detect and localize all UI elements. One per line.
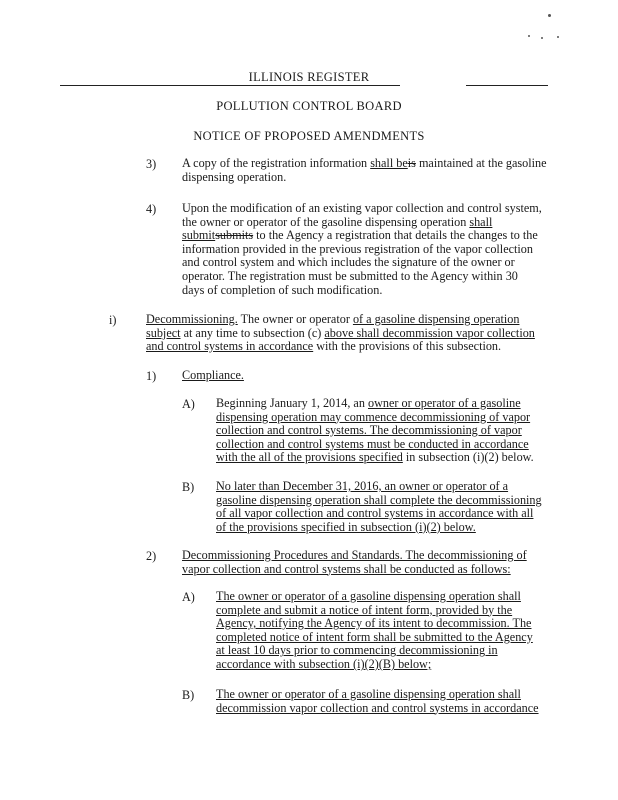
- item-label-i: i): [109, 313, 117, 327]
- header-rule-right: [466, 85, 548, 86]
- paragraph-i: Decommissioning. The owner or operator of a gasoline dispensing operation subject at any time to subsection (c) above shall decommission vapor collection and control systems in accordance with the provisions of this subsection.: [146, 312, 535, 354]
- scan-speck: [548, 14, 551, 17]
- heading-compliance: Compliance.: [182, 368, 244, 382]
- item-label-i2B: B): [182, 688, 195, 702]
- item-label-i1: 1): [146, 369, 157, 383]
- item-label-i1A: A): [182, 397, 195, 411]
- item-label-i2A: A): [182, 590, 195, 604]
- header-rule-left: [60, 85, 400, 86]
- paragraph-i1A: Beginning January 1, 2014, an owner or operator of a gasoline dispensing operation may commence decommissioning of vapor collection and control systems. The decommissioning of vapor collection and control systems must be conducted in accordance with the all of the provisions specified in subsection (i)(2) below.: [216, 396, 534, 465]
- item-label-4: 4): [146, 202, 157, 216]
- paragraph-3: A copy of the registration information shall beis maintained at the gasoline dispensing operation.: [182, 156, 547, 184]
- register-title: ILLINOIS REGISTER: [248, 70, 370, 84]
- paragraph-i2B: The owner or operator of a gasoline dispensing operation shall decommission vapor collection and control systems in accordance: [216, 687, 539, 715]
- paragraph-i2A: The owner or operator of a gasoline dispensing operation shall complete and submit a notice of intent form, provided by the Agency, notifying the Agency of its intent to decommission. The completed notice of intent form shall be submitted to the Agency at least 10 days prior to commencing decommissioning in accordance with subsection (i)(2)(B) below;: [216, 589, 533, 671]
- item-label-i1B: B): [182, 480, 195, 494]
- paragraph-i1B: No later than December 31, 2016, an owner or operator of a gasoline dispensing operation shall complete the decommissioning of all vapor collection and control systems in accordance with all of the provisions specified in subsection (i)(2) below.: [216, 479, 542, 534]
- item-label-3: 3): [146, 157, 157, 171]
- paragraph-4: Upon the modification of an existing vapor collection and control system, the owner or operator of the gasoline dispensing operation shall submitsubmits to the Agency a registration that details the changes to the information provided in the previous registration of the vapor collection and control system and which includes the signature of the owner or operator. The registration must be submitted to the Agency within 30 days of completion of such modification.: [182, 201, 542, 297]
- scan-speck: [541, 37, 543, 39]
- paragraph-i2: Decommissioning Procedures and Standards. The decommissioning of vapor collection and control systems shall be conducted as follows:: [182, 548, 527, 576]
- item-label-i2: 2): [146, 549, 157, 563]
- notice-title: NOTICE OF PROPOSED AMENDMENTS: [193, 129, 425, 143]
- board-title: POLLUTION CONTROL BOARD: [216, 99, 402, 113]
- scan-speck: [528, 35, 530, 37]
- scan-speck: [557, 36, 559, 38]
